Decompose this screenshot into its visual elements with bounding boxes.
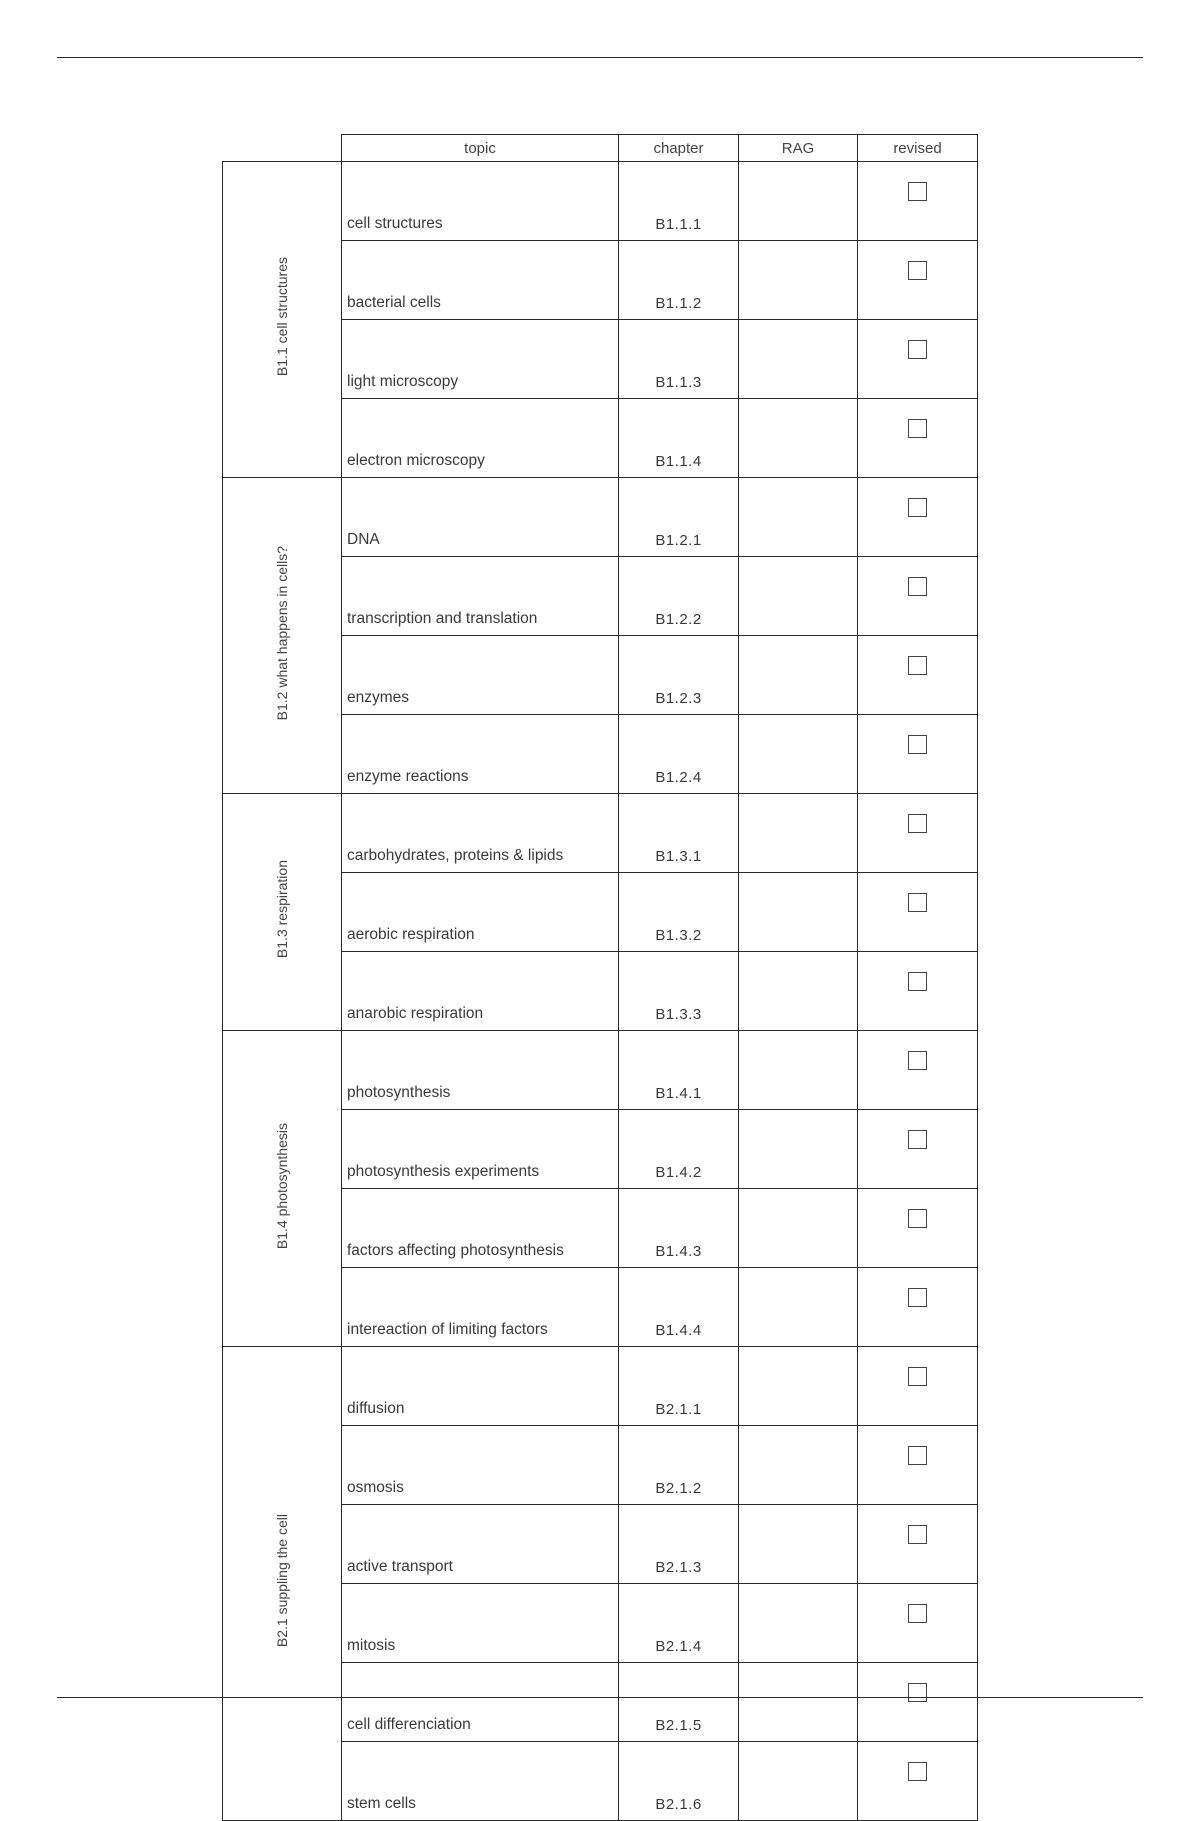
- revised-cell: [858, 1426, 978, 1505]
- chapter-cell: B1.2.3: [619, 636, 739, 715]
- topic-cell: diffusion: [342, 1347, 619, 1426]
- revised-cell: [858, 399, 978, 478]
- revised-cell: [858, 794, 978, 873]
- rag-cell[interactable]: [739, 1268, 858, 1347]
- revised-checkbox[interactable]: [908, 1051, 927, 1070]
- section-label: B1.4 photosynthesis: [274, 1122, 290, 1250]
- header-blank-cell: [223, 135, 342, 162]
- revised-cell: [858, 873, 978, 952]
- section-label: B1.3 respiration: [274, 860, 290, 959]
- topic-cell: active transport: [342, 1505, 619, 1584]
- chapter-cell: B1.2.2: [619, 557, 739, 636]
- topic-cell: light microscopy: [342, 320, 619, 399]
- chapter-cell: B1.4.2: [619, 1110, 739, 1189]
- rag-cell[interactable]: [739, 1663, 858, 1742]
- revised-cell: [858, 715, 978, 794]
- revised-cell: [858, 1663, 978, 1742]
- chapter-cell: B2.1.1: [619, 1347, 739, 1426]
- revised-cell: [858, 320, 978, 399]
- topic-cell: electron microscopy: [342, 399, 619, 478]
- header-rag: RAG: [739, 135, 858, 162]
- table-row: [223, 794, 978, 873]
- topic-cell: photosynthesis: [342, 1031, 619, 1110]
- rag-cell[interactable]: [739, 1742, 858, 1821]
- chapter-cell: B1.4.3: [619, 1189, 739, 1268]
- rag-cell[interactable]: [739, 794, 858, 873]
- chapter-cell: B2.1.5: [619, 1663, 739, 1742]
- chapter-cell: B1.1.1: [619, 162, 739, 241]
- section-label-cell: [223, 1347, 342, 1821]
- rag-cell[interactable]: [739, 1347, 858, 1426]
- chapter-cell: B1.2.1: [619, 478, 739, 557]
- table-body: [223, 162, 978, 1821]
- rag-cell[interactable]: [739, 1426, 858, 1505]
- rag-cell[interactable]: [739, 715, 858, 794]
- topic-cell: photosynthesis experiments: [342, 1110, 619, 1189]
- revised-cell: [858, 952, 978, 1031]
- revised-checkbox[interactable]: [908, 656, 927, 675]
- topic-cell: mitosis: [342, 1584, 619, 1663]
- chapter-cell: B1.2.4: [619, 715, 739, 794]
- revised-checkbox[interactable]: [908, 1683, 927, 1702]
- chapter-cell: B1.3.2: [619, 873, 739, 952]
- topic-cell: enzyme reactions: [342, 715, 619, 794]
- rag-cell[interactable]: [739, 1505, 858, 1584]
- topic-cell: factors affecting photosynthesis: [342, 1189, 619, 1268]
- topic-cell: cell differenciation: [342, 1663, 619, 1742]
- section-label: B1.1 cell structures: [274, 257, 290, 377]
- topic-cell: transcription and translation: [342, 557, 619, 636]
- revised-checkbox[interactable]: [908, 1288, 927, 1307]
- revised-cell: [858, 478, 978, 557]
- header-revised: revised: [858, 135, 978, 162]
- section-label-cell: [223, 1031, 342, 1347]
- table-row: [223, 162, 978, 241]
- chapter-cell: B2.1.2: [619, 1426, 739, 1505]
- chapter-cell: B2.1.6: [619, 1742, 739, 1821]
- revised-checkbox[interactable]: [908, 814, 927, 833]
- rag-cell[interactable]: [739, 952, 858, 1031]
- revised-checkbox[interactable]: [908, 340, 927, 359]
- chapter-cell: B1.1.2: [619, 241, 739, 320]
- revised-checkbox[interactable]: [908, 1762, 927, 1781]
- chapter-cell: B1.4.1: [619, 1031, 739, 1110]
- header-chapter: chapter: [619, 135, 739, 162]
- topic-cell: osmosis: [342, 1426, 619, 1505]
- revised-checkbox[interactable]: [908, 1446, 927, 1465]
- revised-checkbox[interactable]: [908, 1525, 927, 1544]
- revised-cell: [858, 636, 978, 715]
- revised-checkbox[interactable]: [908, 1209, 927, 1228]
- header-row: [223, 135, 978, 162]
- revised-cell: [858, 1031, 978, 1110]
- revised-cell: [858, 241, 978, 320]
- rag-cell[interactable]: [739, 478, 858, 557]
- chapter-cell: B2.1.4: [619, 1584, 739, 1663]
- revised-checkbox[interactable]: [908, 419, 927, 438]
- section-label: B2.1 suppling the cell: [274, 1514, 290, 1648]
- chapter-cell: B1.1.3: [619, 320, 739, 399]
- rag-cell[interactable]: [739, 1189, 858, 1268]
- section-label-cell: [223, 162, 342, 478]
- revised-cell: [858, 1347, 978, 1426]
- table-row: [223, 478, 978, 557]
- rag-cell[interactable]: [739, 320, 858, 399]
- topic-cell: intereaction of limiting factors: [342, 1268, 619, 1347]
- topic-cell: anarobic respiration: [342, 952, 619, 1031]
- topic-cell: aerobic respiration: [342, 873, 619, 952]
- revised-checkbox[interactable]: [908, 972, 927, 991]
- rag-cell[interactable]: [739, 1110, 858, 1189]
- section-label-cell: [223, 794, 342, 1031]
- revised-cell: [858, 1505, 978, 1584]
- revised-cell: [858, 1584, 978, 1663]
- chapter-cell: B2.1.3: [619, 1505, 739, 1584]
- header-topic: topic: [342, 135, 619, 162]
- topic-cell: carbohydrates, proteins & lipids: [342, 794, 619, 873]
- revised-cell: [858, 1268, 978, 1347]
- chapter-cell: B1.4.4: [619, 1268, 739, 1347]
- section-label: B1.2 what happens in cells?: [274, 545, 290, 721]
- revised-checkbox[interactable]: [908, 261, 927, 280]
- revised-checkbox[interactable]: [908, 893, 927, 912]
- table-row: [223, 1031, 978, 1110]
- topic-cell: enzymes: [342, 636, 619, 715]
- rag-cell[interactable]: [739, 399, 858, 478]
- revision-checklist-table: [222, 134, 978, 1821]
- revised-cell: [858, 1189, 978, 1268]
- topic-cell: cell structures: [342, 162, 619, 241]
- rag-cell[interactable]: [739, 557, 858, 636]
- revised-cell: [858, 1110, 978, 1189]
- revised-cell: [858, 1742, 978, 1821]
- revised-checkbox[interactable]: [908, 1130, 927, 1149]
- table-row: [223, 1347, 978, 1426]
- rag-cell[interactable]: [739, 241, 858, 320]
- revised-checkbox[interactable]: [908, 577, 927, 596]
- rag-cell[interactable]: [739, 1031, 858, 1110]
- rag-cell[interactable]: [739, 162, 858, 241]
- revised-checkbox[interactable]: [908, 735, 927, 754]
- rag-cell[interactable]: [739, 636, 858, 715]
- chapter-cell: B1.3.1: [619, 794, 739, 873]
- bottom-rule: [57, 1697, 1143, 1698]
- revised-checkbox[interactable]: [908, 182, 927, 201]
- rag-cell[interactable]: [739, 1584, 858, 1663]
- revised-cell: [858, 557, 978, 636]
- topic-cell: stem cells: [342, 1742, 619, 1821]
- chapter-cell: B1.1.4: [619, 399, 739, 478]
- rag-cell[interactable]: [739, 873, 858, 952]
- section-label-cell: [223, 478, 342, 794]
- topic-cell: DNA: [342, 478, 619, 557]
- revised-cell: [858, 162, 978, 241]
- revised-checkbox[interactable]: [908, 1604, 927, 1623]
- chapter-cell: B1.3.3: [619, 952, 739, 1031]
- topic-cell: bacterial cells: [342, 241, 619, 320]
- top-rule: [57, 57, 1143, 58]
- revised-checkbox[interactable]: [908, 498, 927, 517]
- revised-checkbox[interactable]: [908, 1367, 927, 1386]
